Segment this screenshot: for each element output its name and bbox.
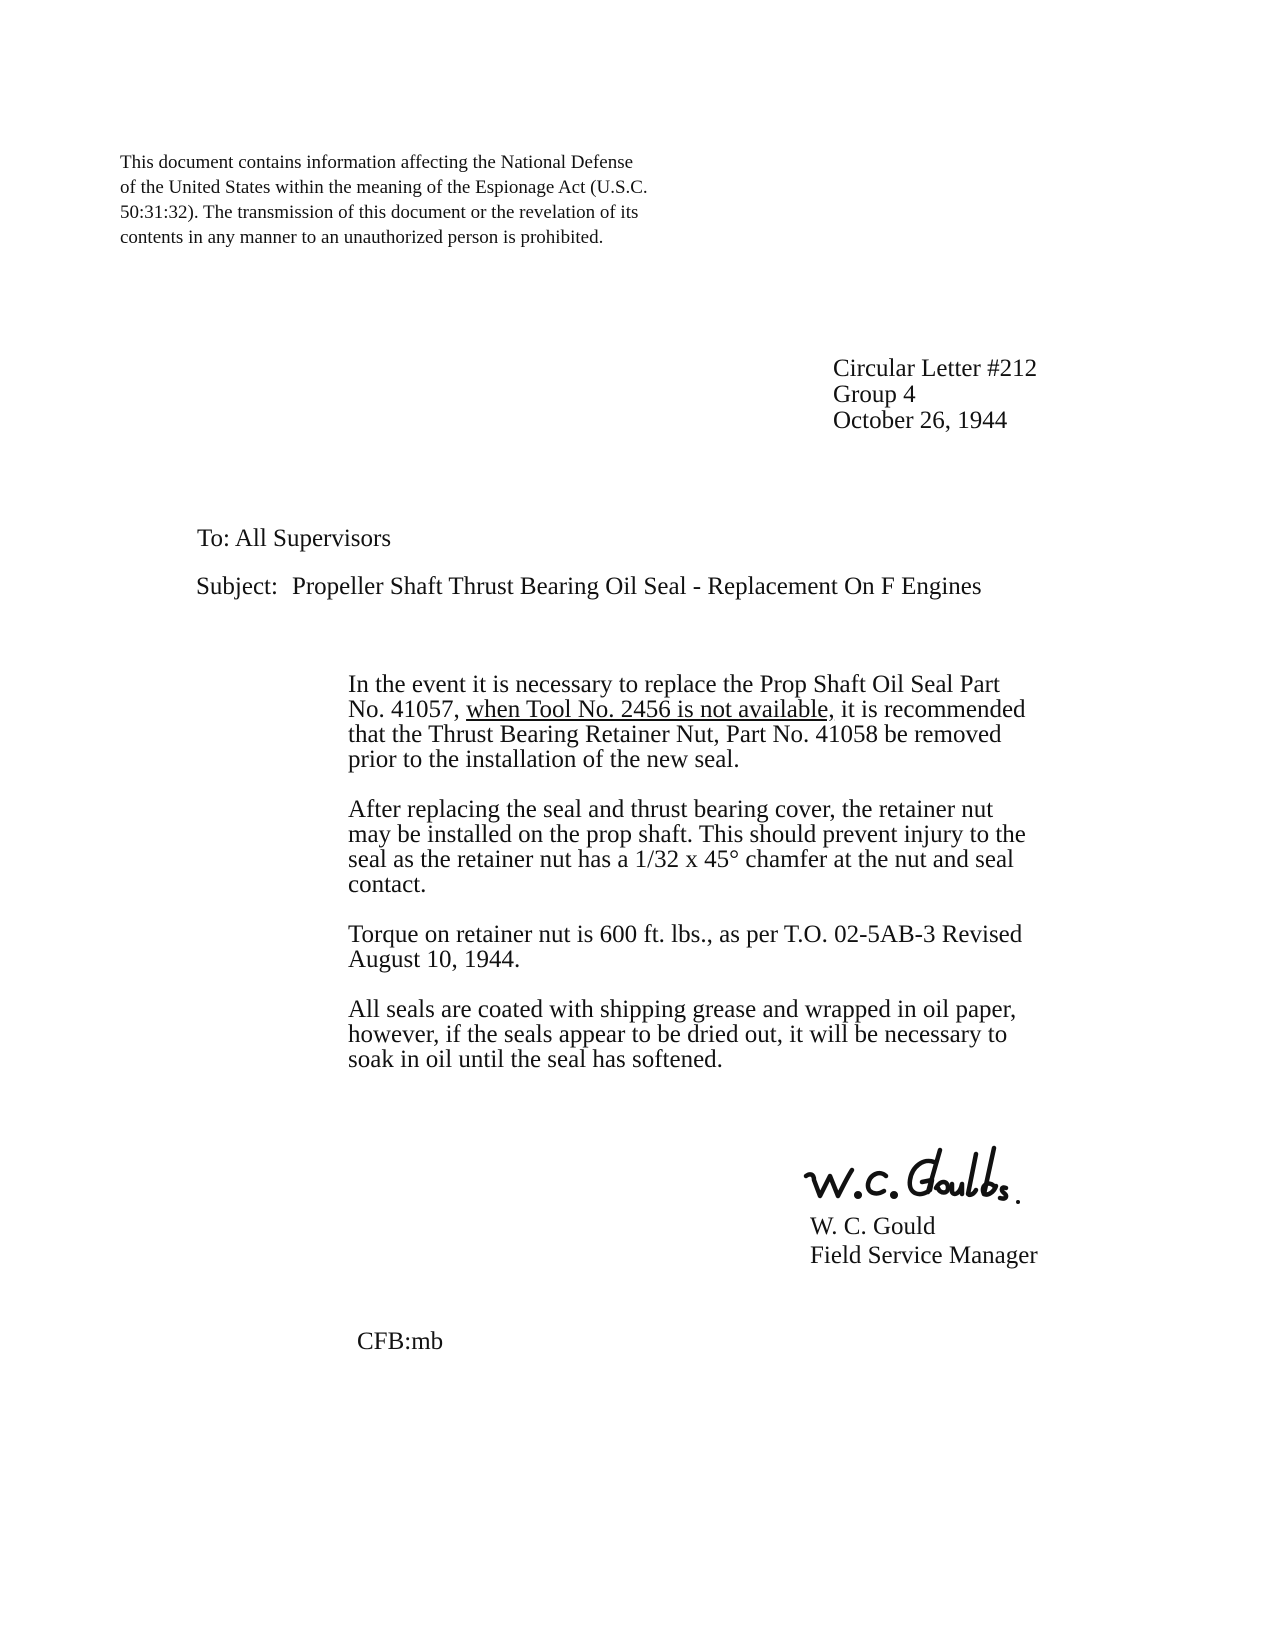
body-paragraph-1 <box>348 672 1028 772</box>
handwritten-signature <box>800 1140 1025 1210</box>
body-paragraph-2: After replacing the seal and thrust bearing cover, the retainer nut may be installed on the prop shaft. This should prevent injury to the seal as the retainer nut has a 1/32 x 45° chamfer at the nut and seal contact. <box>348 796 1026 898</box>
signer-title: Field Service Manager <box>810 1242 1038 1269</box>
recipient-line: To: All Supervisors <box>197 525 392 552</box>
group-number: Group 4 <box>833 381 916 408</box>
security-notice <box>120 150 650 250</box>
security-notice-text: This document contains information affecting the National Defense of the United States within the meaning of the Espionage Act (U.S.C. 50:31:32). The transmission of this document or the revelation of its contents in any manner to an unauthorized person is prohibited. <box>120 152 648 248</box>
subject-label: Subject: <box>196 573 278 600</box>
signer-block <box>810 1212 1038 1270</box>
letter-body <box>348 672 1028 1097</box>
typist-initials: CFB:mb <box>357 1328 444 1355</box>
letter-header <box>833 356 1037 434</box>
signer-name: W. C. Gould <box>810 1213 936 1240</box>
letter-date: October 26, 1944 <box>833 407 1008 434</box>
circular-letter-number: Circular Letter #212 <box>833 355 1038 382</box>
underlined-tool-clause: when Tool No. 2456 is not available, <box>466 696 835 723</box>
body-paragraph-1-start: In the event it is necessary to replace the Prop Shaft Oil Seal Part No. 41057, <box>348 671 1000 723</box>
subject-line <box>196 573 982 601</box>
body-paragraph-4: All seals are coated with shipping grease and wrapped in oil paper, however, if the seals appear to be dried out, it will be necessary to soak in oil until the seal has softened. <box>348 996 1017 1073</box>
body-paragraph-1-end: it is recommended that the Thrust Bearing Retainer Nut, Part No. 41058 be removed prior to the installation of the new seal. <box>348 696 1026 773</box>
body-paragraph-3: Torque on retainer nut is 600 ft. lbs., as per T.O. 02-5AB-3 Revised August 10, 1944. <box>348 921 1023 973</box>
subject-text: Propeller Shaft Thrust Bearing Oil Seal - Replacement On F Engines <box>291 573 982 600</box>
